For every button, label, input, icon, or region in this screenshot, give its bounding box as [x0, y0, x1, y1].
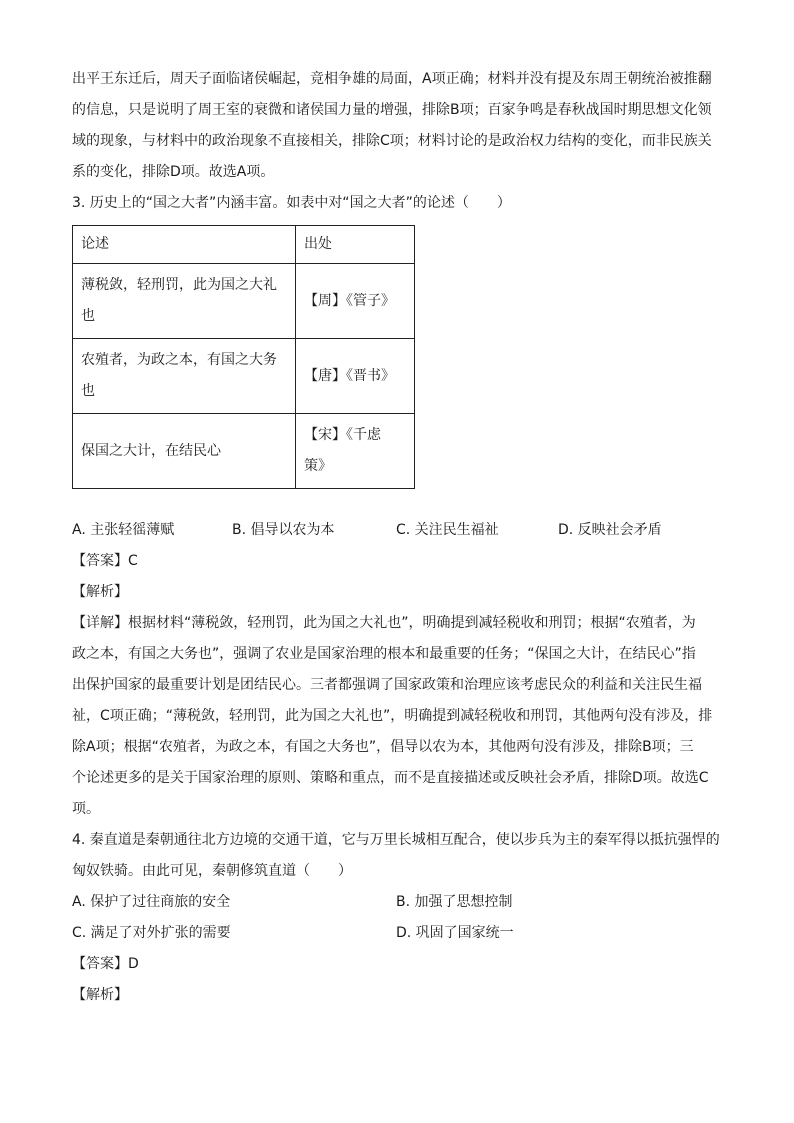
quote-table	[72, 225, 415, 489]
text-line: 除A项；根据“农殖者，为政之本，有国之大务也”，倡导以农为本，其他两句没有涉及，排除B项；三	[72, 739, 694, 755]
text-line: 【详解】根据材料“薄税敛，轻刑罚，此为国之大礼也”，明确提到减轻税收和刑罚；根据“农殖者，为	[72, 615, 696, 631]
intro-explanation	[72, 64, 722, 188]
cell-line: 【周】《管子》	[304, 292, 395, 309]
text-line: 域的现象，与材料中的政治现象不直接相关，排除C项；材料讨论的是政治权力结构的变化，而非民族关	[72, 133, 712, 149]
question-stem: 3. 历史上的“国之大者”内涵丰富。如表中对“国之大者”的论述（ ）	[72, 195, 511, 211]
option-d: D. 巩固了国家统一	[396, 925, 514, 941]
answer-line	[72, 546, 722, 577]
table-row	[73, 339, 415, 414]
option-a: A. 主张轻徭薄赋	[72, 522, 175, 538]
option-d: D. 反映社会矛盾	[558, 522, 662, 538]
answer-label: 【答案】	[72, 553, 128, 569]
analysis-label: 【解析】	[72, 584, 128, 600]
table-cell-source	[296, 264, 415, 339]
cell-line: 策》	[304, 458, 332, 474]
cell-line: 也	[81, 383, 95, 399]
text-line: 祉，C项正确；“薄税敛，轻刑罚，此为国之大礼也”，明确提到减轻税收和刑罚，其他两句没有涉及，排	[72, 708, 713, 724]
option-c: C. 满足了对外扩张的需要	[72, 925, 231, 941]
options-row	[72, 918, 722, 949]
table-header-cell: 论述	[73, 226, 296, 264]
option-a: A. 保护了过往商旅的安全	[72, 894, 231, 910]
cell-line: 也	[81, 308, 95, 324]
options-row	[72, 887, 722, 918]
text-line: 项。	[72, 801, 100, 817]
table-cell-source	[296, 339, 415, 414]
table-row	[73, 414, 415, 489]
option-c: C. 关注民生福祉	[396, 522, 499, 538]
answer-value: C	[128, 553, 138, 569]
question-stem: 匈奴铁骑。由此可见，秦朝修筑直道（ ）	[72, 863, 352, 879]
table-cell-statement	[73, 339, 296, 414]
text-line: 的信息，只是说明了周王室的衰微和诸侯国力量的增强，排除B项；百家争鸣是春秋战国时期思想文化领	[72, 102, 712, 118]
question-stem: 4. 秦直道是秦朝通往北方边境的交通干道，它与万里长城相互配合，使以步兵为主的秦军得以抵抗强悍的	[72, 832, 720, 848]
table-cell-statement	[73, 264, 296, 339]
text-line: 系的变化，排除D项。故选A项。	[72, 164, 275, 180]
option-b: B. 倡导以农为本	[232, 522, 335, 538]
detail-explanation	[72, 608, 722, 825]
cell-line: 薄税敛，轻刑罚，此为国之大礼	[81, 277, 277, 293]
table-row	[73, 264, 415, 339]
cell-line: 【唐】《晋书》	[304, 367, 395, 384]
question-4	[72, 825, 722, 1011]
cell-line: 保国之大计，在结民心	[81, 442, 221, 459]
answer-line	[72, 949, 722, 980]
options-row	[72, 515, 722, 546]
text-line: 出平王东迁后，周天子面临诸侯崛起，竞相争雄的局面，A项正确；材料并没有提及东周王朝统治被推翻	[72, 71, 712, 87]
answer-label: 【答案】	[72, 956, 128, 972]
cell-line: 【宋】《千虑	[304, 427, 381, 443]
analysis-label: 【解析】	[72, 987, 128, 1003]
document-page	[72, 64, 722, 1011]
text-line: 个论述更多的是关于国家治理的原则、策略和重点，而不是直接描述或反映社会矛盾，排除D项。故选C	[72, 770, 709, 786]
table-header-row	[73, 226, 415, 264]
table-header-cell: 出处	[296, 226, 415, 264]
option-b: B. 加强了思想控制	[396, 894, 513, 910]
text-line: 出保护国家的最重要计划是团结民心。三者都强调了国家政策和治理应该考虑民众的利益和关注民生福	[72, 677, 702, 693]
text-line: 政之本，有国之大务也”，强调了农业是国家治理的根本和最重要的任务；“保国之大计，在结民心”指	[72, 646, 696, 662]
cell-line: 农殖者，为政之本，有国之大务	[81, 352, 277, 368]
answer-value: D	[128, 956, 139, 972]
table-cell-statement	[73, 414, 296, 489]
question-3	[72, 188, 722, 825]
table-cell-source	[296, 414, 415, 489]
